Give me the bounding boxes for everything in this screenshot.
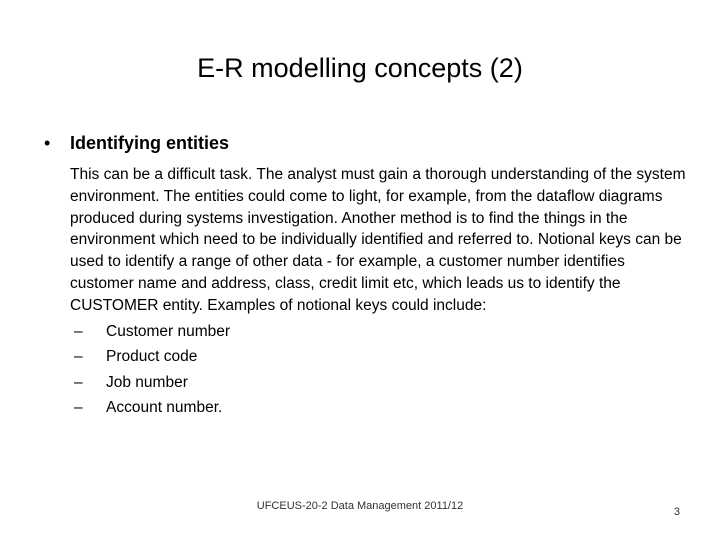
page-number: 3 (673, 506, 680, 518)
slide-title: E-R modelling concepts (2) (197, 53, 523, 83)
dash-marker: – (74, 322, 83, 340)
body-paragraph: This can be a difficult task. The analyst must gain a thorough understanding of the system environment. The entities could come to light, for example, from the dataflow diagrams produced during systems investigation. Another method is to find the things in the environment which need to be individually identified and referred to. Notional keys can be used to identify a range of other data - for example, a customer number identifies customer name and address, class, credit limit etc, which leads us to identify the CUSTOMER entity. Examples of notional keys could include: (70, 166, 686, 314)
slide-body (70, 164, 690, 421)
bullet-heading-text: Identifying entities (70, 133, 230, 153)
bullet-marker: • (44, 133, 51, 153)
slide-footer: UFCEUS-20-2 Data Management 2011/12 (256, 500, 464, 512)
list-item-text: Customer number (106, 322, 231, 340)
dash-marker: – (74, 373, 83, 391)
list-item (70, 319, 690, 345)
list-item (70, 344, 690, 370)
examples-list (70, 319, 690, 421)
dash-marker: – (74, 348, 83, 366)
list-item (70, 395, 690, 421)
list-item-text: Product code (106, 348, 198, 366)
list-item-text: Job number (106, 373, 188, 391)
bullet-heading (44, 130, 684, 156)
list-item-text: Account number. (106, 399, 223, 417)
dash-marker: – (74, 399, 83, 417)
list-item (70, 370, 690, 396)
